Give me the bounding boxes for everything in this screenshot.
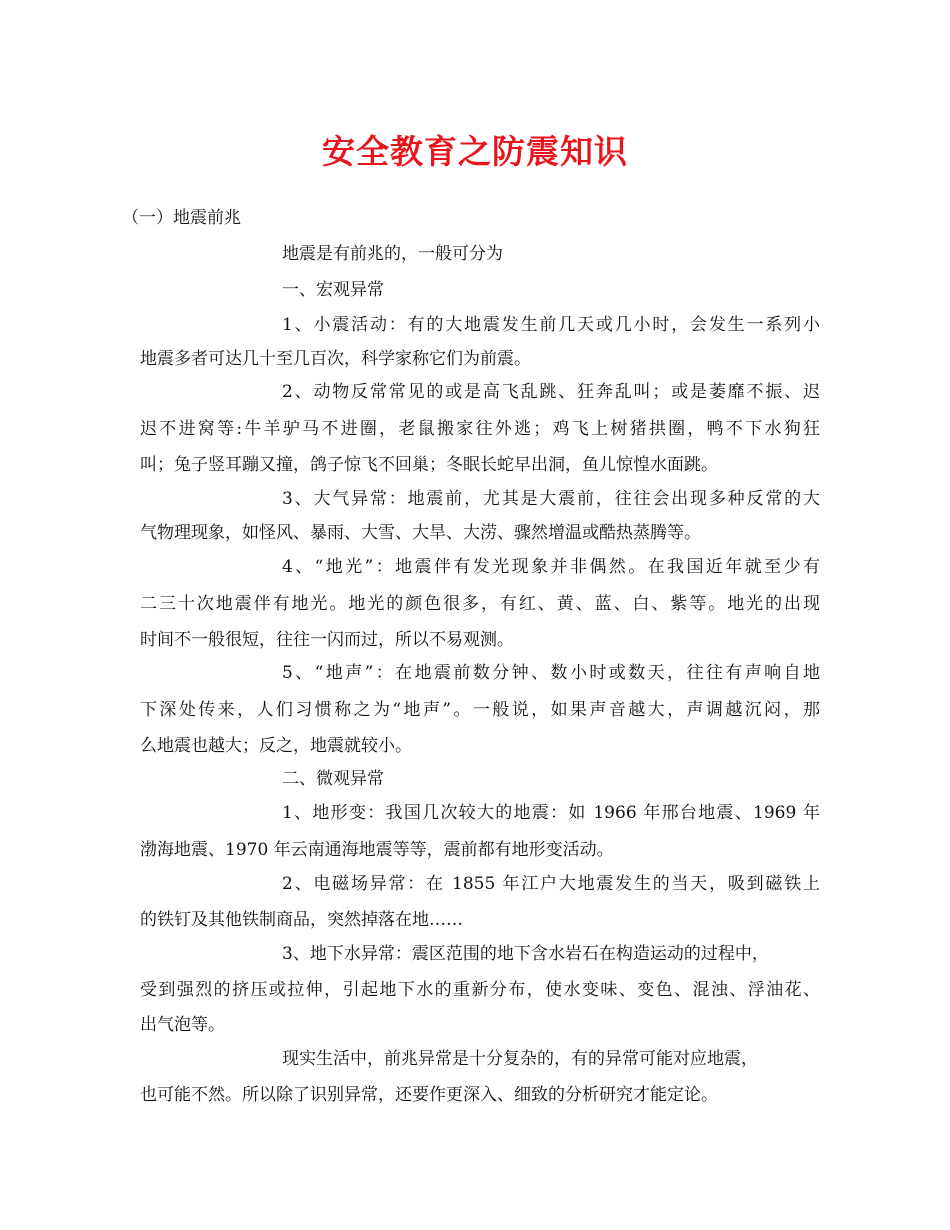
paragraph-line: 受到强烈的挤压或拉伸，引起地下水的重新分布，使水变味、变色、混浊、浮油花、 — [140, 980, 820, 1000]
paragraph-line: 地震多者可达几十至几百次，科学家称它们为前震。 — [140, 349, 531, 369]
paragraph-line: 么地震也越大；反之，地震就较小。 — [140, 736, 412, 756]
paragraph-line: 下深处传来，人们习惯称之为“地声”。一般说，如果声音越大，声调越沉闷，那 — [140, 700, 820, 720]
document-title: 安全教育之防震知识 — [322, 132, 628, 171]
paragraph-line: 1、地形变：我国几次较大的地震：如 1966 年邢台地震、1969 年 — [282, 803, 820, 823]
paragraph-line: 气物理现象，如怪风、暴雨、大雪、大旱、大涝、骤然增温或酷热蒸腾等。 — [140, 523, 701, 543]
paragraph-line: 3、地下水异常：震区范围的地下含水岩石在构造运动的过程中， — [282, 944, 769, 964]
paragraph-line: 的铁钉及其他铁制商品，突然掉落在地…… — [140, 910, 463, 930]
paragraph-line: 1、小震活动：有的大地震发生前几天或几小时，会发生一系列小 — [282, 315, 820, 335]
paragraph-line: 叫；兔子竖耳蹦又撞，鸽子惊飞不回巢；冬眠长蛇早出洞，鱼儿惊惶水面跳。 — [140, 455, 718, 475]
paragraph-line: 渤海地震、1970 年云南通海地震等等，震前都有地形变活动。 — [140, 840, 614, 860]
paragraph-line: 2、电磁场异常：在 1855 年江户大地震发生的当天，吸到磁铁上 — [282, 874, 820, 894]
section-heading: （一）地震前兆 — [122, 208, 241, 228]
subsection-heading: 一、宏观异常 — [282, 280, 384, 300]
paragraph-line: 2、动物反常常见的或是高飞乱跳、狂奔乱叫；或是萎靡不振、迟 — [282, 382, 820, 402]
paragraph-line: 二三十次地震伴有地光。地光的颜色很多，有红、黄、蓝、白、紫等。地光的出现 — [140, 594, 820, 614]
paragraph-line: 迟不进窝等:牛羊驴马不进圈，老鼠搬家往外逃；鸡飞上树猪拱圈，鸭不下水狗狂 — [140, 419, 820, 439]
paragraph-line: 地震是有前兆的，一般可分为 — [282, 244, 503, 264]
paragraph-line: 4、“地光”：地震伴有发光现象并非偶然。在我国近年就至少有 — [282, 557, 820, 577]
paragraph-line: 5、“地声”：在地震前数分钟、数小时或数天，往往有声响自地 — [282, 663, 820, 683]
paragraph-line: 3、大气异常：地震前，尤其是大震前，往往会出现多种反常的大 — [282, 489, 820, 509]
paragraph-line: 现实生活中，前兆异常是十分复杂的，有的异常可能对应地震， — [282, 1049, 758, 1069]
paragraph-line: 时间不一般很短，往往一闪而过，所以不易观测。 — [140, 630, 514, 650]
paragraph-line: 出气泡等。 — [140, 1015, 225, 1035]
subsection-heading: 二、微观异常 — [282, 769, 384, 789]
paragraph-line: 也可能不然。所以除了识别异常，还要作更深入、细致的分析研究才能定论。 — [140, 1085, 718, 1105]
